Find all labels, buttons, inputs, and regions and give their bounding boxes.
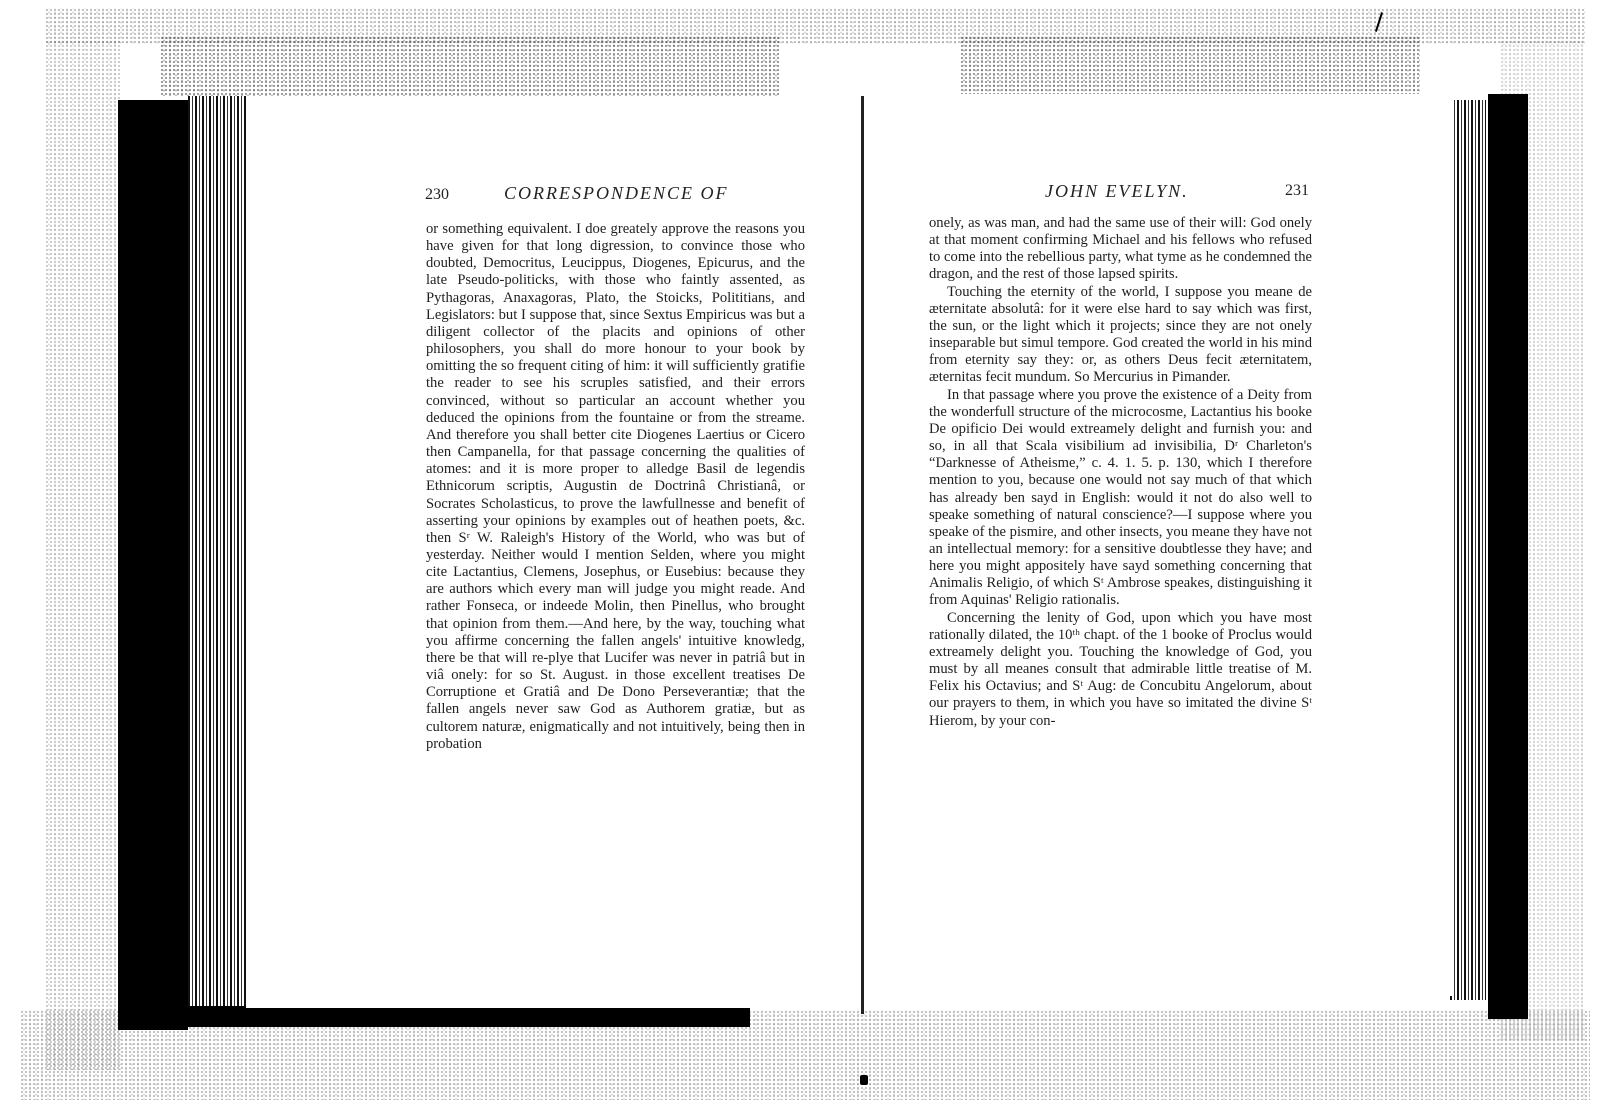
right-paragraph-2: Touching the eternity of the world, I suppose you meane de æternitate absolutâ: for it were else hard to say which was first, the sun, or the light which it projects; since they are not onely inseparable but simul tempore. God created the world in his mind from eternity say they: or, as others Deus fecit æternitatem, æternitas fecit mundum. So Mercurius in Pimander. [929, 283, 1312, 386]
right-running-head-title: JOHN EVELYN. [1045, 181, 1189, 201]
scan-artifact-dot [860, 1075, 868, 1085]
right-running-head [1045, 181, 1189, 202]
left-running-head-title: CORRESPONDENCE OF [504, 183, 729, 203]
left-page-number: 230 [425, 186, 449, 203]
book-cover-bottom-left [150, 1005, 750, 1027]
scan-noise-top-2 [160, 36, 780, 96]
book-cover-left [118, 100, 188, 1030]
left-running-head [504, 183, 729, 204]
scan-noise-top-3 [960, 36, 1420, 94]
left-paragraph-1: or something equivalent. I doe greately approve the reasons you have given for that long digression, to convince those who doubted, Democritus, Leucippus, Diogenes, Epicurus, and the late Pseudo-politicks, with those who faintly assented, as Pythagoras, Anaxagoras, Plato, the Stoicks, Polititians, and Legislators: but I suppose that, since Sextus Empiricus was but a diligent collector of the placits and opinions of other philosophers, you shall do more honour to your book by omitting the so frequent citing of him: it will sufficiently gratifie the reader to see his scruples satisfied, and their errors convinced, without so particular an account whether you deduced the opinions from the fountaine or from the streame. And therefore you shall better cite Diogenes Laertius or Cicero then Campanella, for that passage concerning the qualities of atomes: and it is more proper to alledge Basil de legendis Ethnicorum scriptis, Augustin de Doctrinâ Christianâ, or Socrates Scholasticus, to prove the lawfullnesse and benefit of asserting your opinions by examples out of heathen poets, &c. then Sʳ W. Raleigh's History of the World, who was but of yesterday. Neither would I mention Selden, where you might cite Lactantius, Clemens, Josephus, or Eusebius: because they are authors which every man will judge you might reade. And rather Fonseca, or indeede Molin, then Pinellus, who brought that opinion from them.—And here, by the way, touching what you affirme concerning the fallen angels' intuitive knowledg, there be that will re-plye that Lucifer was never in patriâ but in viâ onely: for so St. August. in those excellent treatises De Corruptione et Gratiâ and De Dono Perseverantiæ; that the fallen angels never saw God as Authorem gratiæ, but as cultorem naturæ, enigmatically and not intuitively, being then in probation [426, 221, 805, 752]
left-page-text [426, 221, 805, 753]
page-edges-right [1450, 100, 1486, 1000]
right-page-number: 231 [1285, 182, 1309, 199]
right-page-text [929, 215, 1312, 730]
right-paragraph-3: In that passage where you prove the existence of a Deity from the wonderfull structure of the microcosme, Lactantius his booke De opificio Dei would extreamely delight and furnish you: and so, in all that Scala visibilium ad invisibilia, Dʳ Charleton's “Darknesse of Atheisme,” c. 4. 1. 5. p. 130, which I therefore mention to you, because one would not say much of that which has already ben sayd in English: would it not do also well to speake something of natural conscience?—I suppose where you speake of the pismire, and other insects, you meane they have not an intellectual memory: for a sensitive doubtlesse they have; and here you might appositely have sayd something concerning that Animalis Religio, of which Sᵗ Ambrose speakes, distinguishing it from Aquinas' Religio rationalis. [929, 386, 1312, 609]
page-edges-left [188, 96, 246, 1006]
scan-noise-left [45, 40, 120, 1070]
book-cover-right [1488, 94, 1528, 1019]
right-paragraph-1: onely, as was man, and had the same use of their will: God onely at that moment confirming Michael and his fellows who refused to come into the rebellious party, what tyme as he condemned the dragon, and the rest of those lapsed spirits. [929, 215, 1312, 283]
right-paragraph-4: Concerning the lenity of God, upon which you have most rationally dilated, the 10ᵗʰ chapt. of the 1 booke of Proclus would extreamely delight you. Touching the knowledge of God, you must by all meanes consult that admirable little treatise of M. Felix his Octavius; and Sᵗ Aug: de Concubitu Angelorum, about our prayers to them, in which you have so imitated the divine Sᵗ Hierom, by your con- [929, 609, 1312, 729]
book-gutter [861, 96, 864, 1014]
